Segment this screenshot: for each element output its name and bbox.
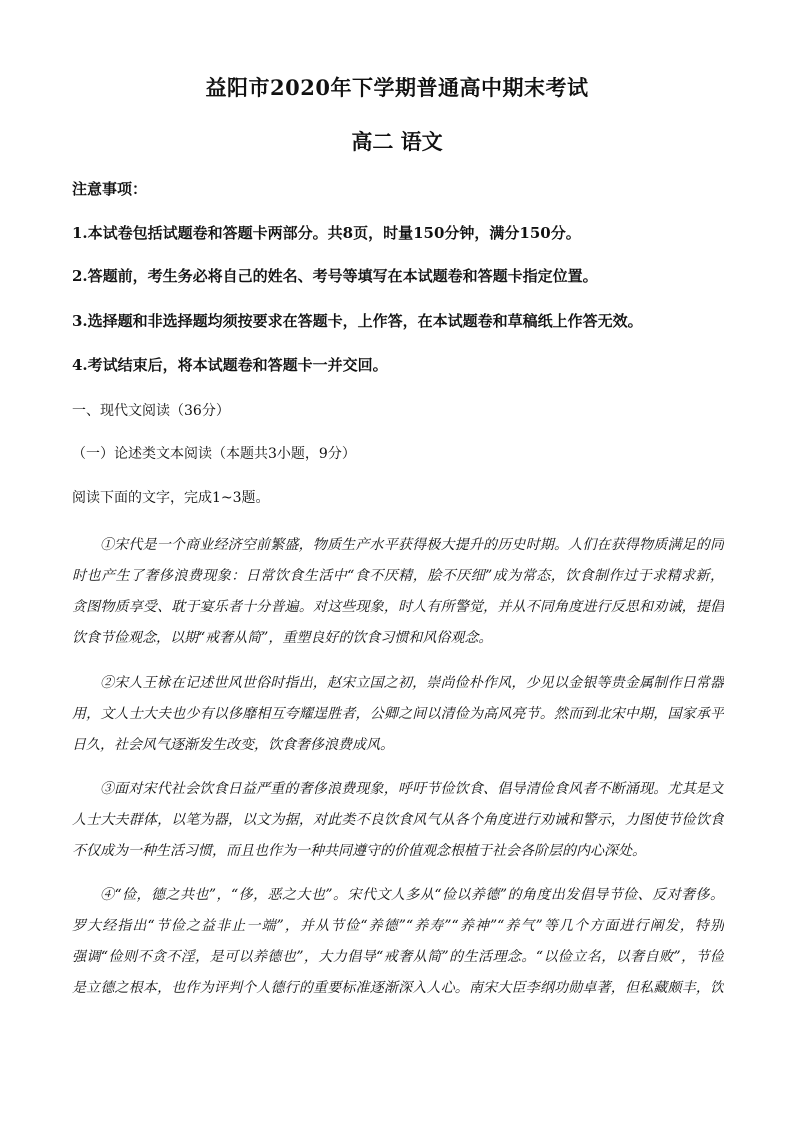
paragraph-line: 不仅成为一种生活习惯，而且也作为一种共同遵守的价值观念根植于社会各阶层的内心深处。 — [72, 843, 646, 859]
notice-item-1: 1.本试卷包括试题卷和答题卡两部分。共8页，时量150分钟，满分150分。 — [72, 224, 581, 242]
passage-paragraph-2 — [72, 668, 724, 761]
paragraph-line: ④“俭，德之共也”，“侈，恶之大也”。宋代文人多从“俭以养德”的角度出发倡导节俭、反对奢侈。 — [100, 887, 724, 903]
section-heading: 一、现代文阅读（36分） — [72, 403, 230, 419]
passage-paragraph-1 — [72, 530, 724, 654]
subsection-heading: （一）论述类文本阅读（本题共3小题，9分） — [72, 446, 356, 462]
paragraph-line: 饮食节俭观念，以期“戒奢从简”，重塑良好的饮食习惯和风俗观念。 — [72, 630, 493, 646]
paragraph-line: 时也产生了奢侈浪费现象：日常饮食生活中“食不厌精，脍不厌细”成为常态，饮食制作过于求精求新， — [72, 568, 724, 584]
reading-instruction: 阅读下面的文字，完成1~3题。 — [72, 490, 270, 506]
paragraph-line: ②宋人王栐在记述世风世俗时指出，赵宋立国之初，崇尚俭朴作风，少见以金银等贵金属制作日常器 — [100, 675, 724, 691]
exam-subtitle: 高二 语文 — [351, 129, 443, 154]
exam-title: 益阳市2020年下学期普通高中期末考试 — [205, 75, 589, 100]
paragraph-line: 人士大夫群体，以笔为器，以文为据，对此类不良饮食风气从各个角度进行劝诫和警示，力图使节俭饮食 — [72, 812, 724, 828]
paragraph-line: 是立德之根本，也作为评判个人德行的重要标准逐渐深入人心。南宋大臣李纲功勋卓著，但私藏颇丰，饮 — [72, 980, 724, 996]
notice-item-2: 2.答题前，考生务必将自己的姓名、考号等填写在本试题卷和答题卡指定位置。 — [72, 267, 598, 285]
paragraph-line: ①宋代是一个商业经济空前繁盛，物质生产水平获得极大提升的历史时期。人们在获得物质满足的同 — [100, 537, 724, 553]
paragraph-line: 罗大经指出“节俭之益非止一端”，并从节俭“养德”“养寿”“养神”“养气”等几个方面进行阐发，特别 — [72, 918, 724, 934]
paragraph-line: ③面对宋代社会饮食日益严重的奢侈浪费现象，呼吁节俭饮食、倡导清俭食风者不断涌现。尤其是文 — [100, 781, 724, 797]
paragraph-line: 日久，社会风气逐渐发生改变，饮食奢侈浪费成风。 — [72, 737, 394, 753]
paragraph-line: 贪图物质享受、耽于宴乐者十分普遍。对这些现象，时人有所警觉，并从不同角度进行反思和劝诫，提倡 — [72, 599, 724, 615]
notice-item-3: 3.选择题和非选择题均须按要求在答题卡，上作答，在本试题卷和草稿纸上作答无效。 — [72, 312, 643, 330]
paragraph-line: 用，文人士大夫也少有以侈靡相互夸耀逞胜者，公卿之间以清俭为高风亮节。然而到北宋中期，国家承平 — [72, 706, 724, 722]
notice-heading: 注意事项： — [72, 180, 148, 198]
passage-paragraph-4 — [72, 880, 724, 1004]
notice-item-4: 4.考试结束后，将本试题卷和答题卡一并交回。 — [72, 356, 388, 374]
passage-paragraph-3 — [72, 774, 724, 867]
paragraph-line: 强调“俭则不贪不淫，是可以养德也”，大力倡导“戒奢从简”的生活理念。“以俭立名，以奢自败”，节俭 — [72, 949, 724, 965]
